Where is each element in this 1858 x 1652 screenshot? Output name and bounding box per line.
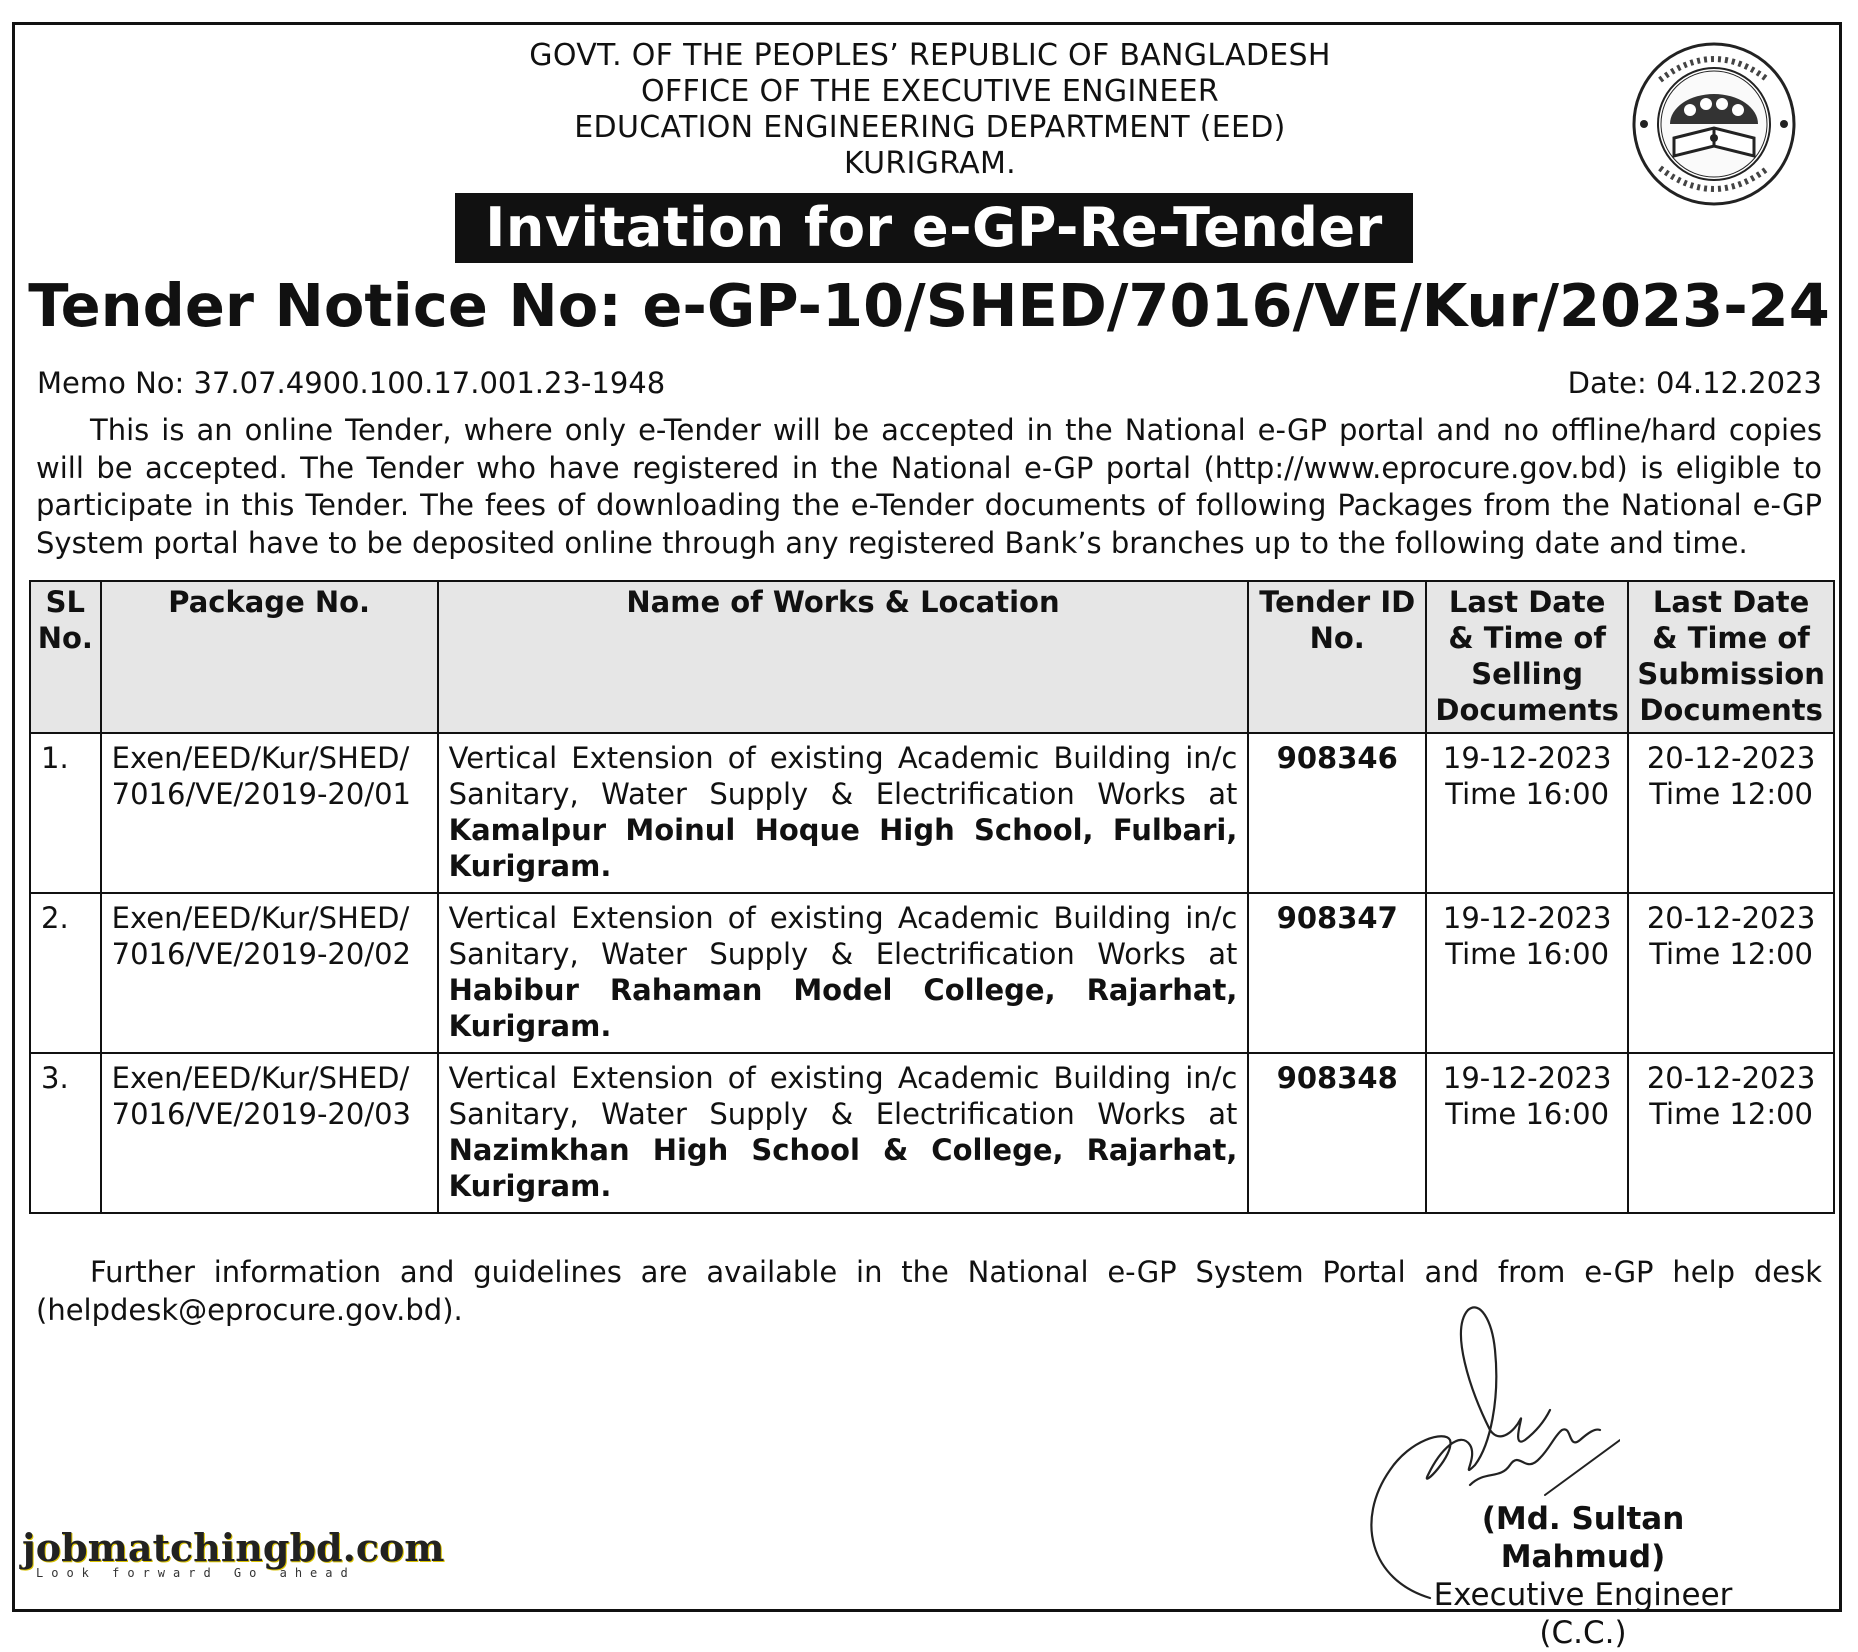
office-header bbox=[0, 38, 1858, 182]
submission-time: Time 12:00 bbox=[1649, 1097, 1813, 1131]
further-info-paragraph: Further information and guidelines are available in the National e-GP System Portal and from e-GP help desk (helpdesk@eprocure.gov.bd). bbox=[36, 1255, 1822, 1327]
row-package: Exen/EED/Kur/SHED/ 7016/VE/2019-20/01 bbox=[101, 733, 438, 893]
header-package-no: Package No. bbox=[101, 581, 438, 733]
table-row bbox=[30, 733, 1834, 893]
row-tender-id: 908346 bbox=[1248, 733, 1426, 893]
work-description: Vertical Extension of existing Academic Building in/c Sanitary, Water Supply & Electrification Works at bbox=[448, 901, 1238, 971]
header-sl-no: SL No. bbox=[30, 581, 101, 733]
row-selling-deadline bbox=[1426, 893, 1628, 1053]
watermark-text bbox=[22, 1525, 445, 1570]
intro-paragraph: This is an online Tender, where only e-Tender will be accepted in the National e-GP portal and no offline/hard copies will be accepted. The Tender who have registered in the National e-GP portal (http://www.eprocure.gov.bd) is eligible to participate in this Tender. The fees of downloading the e-Tender documents of following Packages from the National e-GP System portal have to be deposited online through any registered Bank’s branches up to the following date and time. bbox=[36, 413, 1822, 560]
table-row bbox=[30, 1053, 1834, 1213]
submission-date: 20-12-2023 bbox=[1646, 1061, 1816, 1095]
watermark-site: jobmatchingbd.com bbox=[22, 1525, 445, 1570]
row-package: Exen/EED/Kur/SHED/ 7016/VE/2019-20/03 bbox=[101, 1053, 438, 1213]
signatory-title: Executive Engineer (C.C.) bbox=[1433, 1577, 1733, 1651]
signatory-block bbox=[1398, 1500, 1768, 1652]
work-location: Kamalpur Moinul Hoque High School, Fulbari, Kurigram. bbox=[448, 813, 1238, 883]
submission-date: 20-12-2023 bbox=[1646, 741, 1816, 775]
row-selling-deadline bbox=[1426, 733, 1628, 893]
work-description: Vertical Extension of existing Academic Building in/c Sanitary, Water Supply & Electrification Works at bbox=[448, 741, 1238, 811]
row-works bbox=[438, 733, 1249, 893]
tender-table bbox=[29, 580, 1835, 1214]
row-submission-deadline bbox=[1628, 1053, 1834, 1213]
work-location: Nazimkhan High School & College, Rajarhat, Kurigram. bbox=[448, 1133, 1238, 1203]
eed-seal-icon bbox=[1630, 40, 1798, 208]
row-works bbox=[438, 1053, 1249, 1213]
header-line-office: OFFICE OF THE EXECUTIVE ENGINEER bbox=[640, 74, 1220, 109]
row-tender-id: 908348 bbox=[1248, 1053, 1426, 1213]
row-sl: 2. bbox=[30, 893, 101, 1053]
header-line-district: KURIGRAM. bbox=[843, 146, 1017, 181]
header-line-department: EDUCATION ENGINEERING DEPARTMENT (EED) bbox=[574, 110, 1286, 145]
header-line-govt: GOVT. OF THE PEOPLES’ REPUBLIC OF BANGLADESH bbox=[529, 38, 1331, 73]
row-sl: 3. bbox=[30, 1053, 101, 1213]
row-works bbox=[438, 893, 1249, 1053]
selling-time: Time 16:00 bbox=[1445, 937, 1610, 971]
row-sl: 1. bbox=[30, 733, 101, 893]
tender-notice-number: Tender Notice No: e-GP-10/SHED/7016/VE/Kur/2023-24 bbox=[28, 271, 1830, 340]
work-location: Habibur Rahaman Model College, Rajarhat, Kurigram. bbox=[448, 973, 1238, 1043]
header-works-location: Name of Works & Location bbox=[438, 581, 1249, 733]
row-submission-deadline bbox=[1628, 893, 1834, 1053]
work-description: Vertical Extension of existing Academic Building in/c Sanitary, Water Supply & Electrification Works at bbox=[448, 1061, 1238, 1131]
submission-time: Time 12:00 bbox=[1649, 777, 1813, 811]
header-submission-deadline: Last Date & Time of Submission Documents bbox=[1628, 581, 1834, 733]
memo-number: Memo No: 37.07.4900.100.17.001.23-1948 bbox=[37, 366, 666, 400]
invitation-banner: Invitation for e-GP-Re-Tender bbox=[455, 193, 1413, 263]
selling-time: Time 16:00 bbox=[1445, 777, 1610, 811]
selling-date: 19-12-2023 bbox=[1442, 1061, 1612, 1095]
row-submission-deadline bbox=[1628, 733, 1834, 893]
signatory-name: (Md. Sultan Mahmud) bbox=[1481, 1501, 1685, 1575]
selling-date: 19-12-2023 bbox=[1442, 901, 1612, 935]
header-tender-id: Tender ID No. bbox=[1248, 581, 1426, 733]
watermark-logo bbox=[22, 1525, 445, 1584]
selling-time: Time 16:00 bbox=[1445, 1097, 1610, 1131]
row-tender-id: 908347 bbox=[1248, 893, 1426, 1053]
row-package: Exen/EED/Kur/SHED/ 7016/VE/2019-20/02 bbox=[101, 893, 438, 1053]
watermark-tagline: Look forward Go ahead bbox=[36, 1566, 356, 1580]
header-selling-deadline: Last Date & Time of Selling Documents bbox=[1426, 581, 1628, 733]
submission-time: Time 12:00 bbox=[1649, 937, 1813, 971]
submission-date: 20-12-2023 bbox=[1646, 901, 1816, 935]
table-row bbox=[30, 893, 1834, 1053]
row-selling-deadline bbox=[1426, 1053, 1628, 1213]
selling-date: 19-12-2023 bbox=[1442, 741, 1612, 775]
notice-date: Date: 04.12.2023 bbox=[1567, 366, 1822, 400]
table-header-row bbox=[30, 581, 1834, 733]
